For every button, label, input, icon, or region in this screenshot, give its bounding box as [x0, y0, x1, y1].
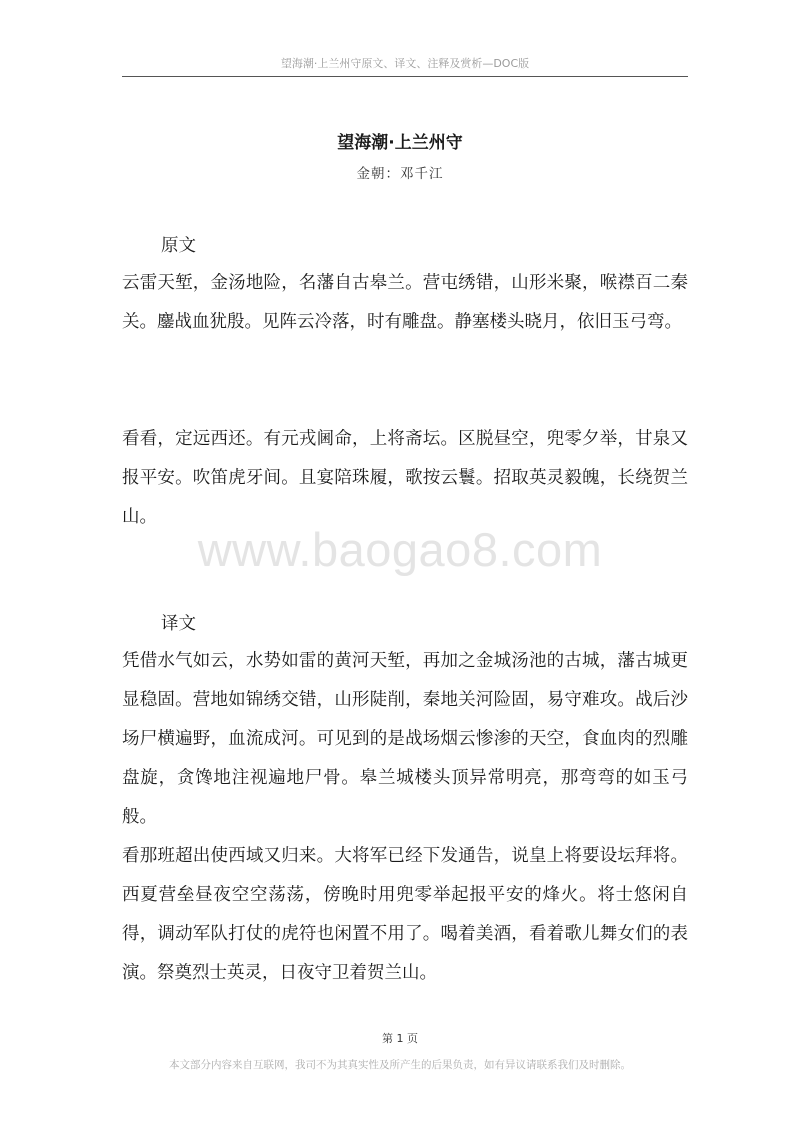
poem-byline: 金朝：邓千江 — [356, 166, 444, 182]
section-heading-original: 原文 — [161, 236, 196, 256]
watermark: www.baogao8.com — [197, 523, 603, 576]
original-paragraph: 云雷天堑，金汤地险，名藩自古皋兰。营屯绣错，山形米聚，喉襟百二秦关。鏖战血犹殷。见阵云冷落，时有雕盘。静塞楼头晓月，依旧玉弓弯。 — [122, 273, 688, 332]
section-heading-translation: 译文 — [161, 614, 196, 634]
translation-paragraph: 看那班超出使西域又归来。大将军已经下发通告，说皇上将要设坛拜将。西夏营垒昼夜空空荡荡，傍晚时用兜零举起报平安的烽火。将士悠闲自得，调动军队打仗的虎符也闲置不用了。喝着美酒，看着歌儿舞女们的表演。祭奠烈士英灵，日夜守卫着贺兰山。 — [122, 846, 688, 983]
original-paragraph: 看看，定远西还。有元戎阃命，上将斋坛。区脱昼空，兜零夕举，甘泉又报平安。吹笛虎牙间。且宴陪珠履，歌按云鬟。招取英灵毅魄，长绕贺兰山。 — [122, 429, 688, 527]
poem-title: 望海潮·上兰州守 — [337, 133, 463, 153]
header-divider — [122, 76, 688, 77]
page-number: 第 1 页 — [382, 1032, 418, 1045]
document-header: 望海潮·上兰州守原文、译文、注释及赏析—DOC版 — [280, 57, 530, 70]
translation-paragraph: 凭借水气如云，水势如雷的黄河天堑，再加之金城汤池的古城，藩古城更显稳固。营地如锦绣交错，山形陡削，秦地关河险固，易守难攻。战后沙场尸横遍野，血流成河。可见到的是战场烟云惨渗的天空，食血肉的烈雕盘旋，贪馋地注视遍地尸骨。皋兰城楼头顶异常明亮，那弯弯的如玉弓般。 — [122, 651, 688, 827]
footer-disclaimer: 本文部分内容来自互联网，我司不为其真实性及所产生的后果负责，如有异议请联系我们及时删除。 — [169, 1059, 631, 1071]
